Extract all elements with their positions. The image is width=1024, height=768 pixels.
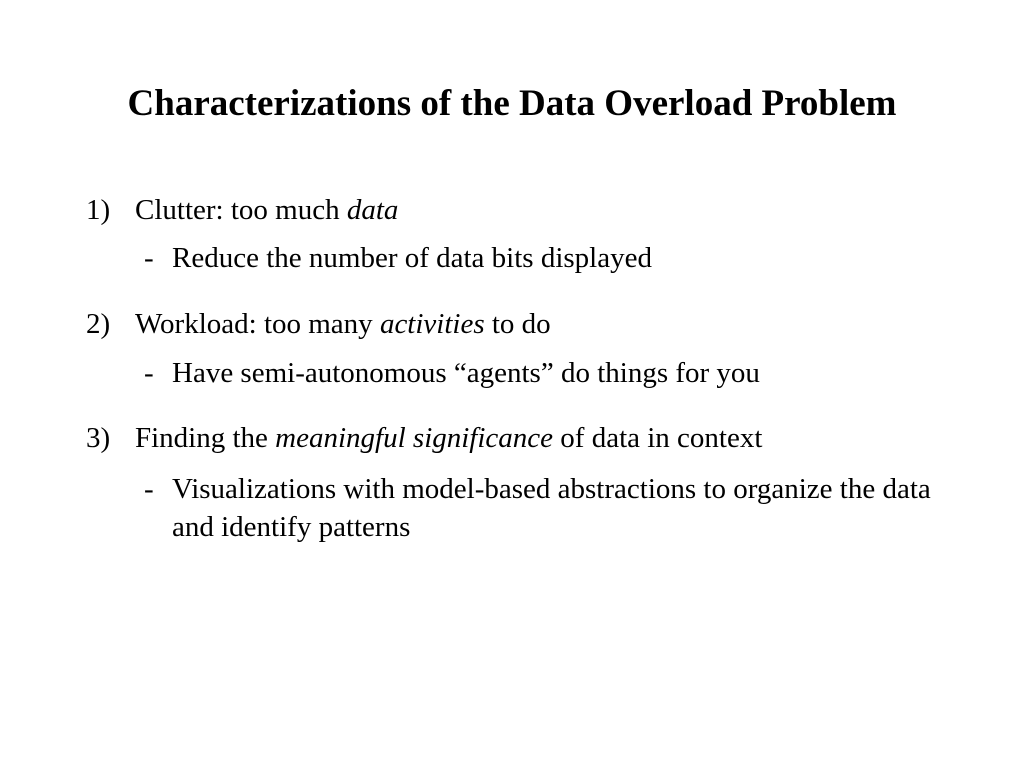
- sub-bullet-text: Visualizations with model-based abstractions to organize the data and identify patterns: [172, 473, 931, 543]
- list-item-1: [86, 191, 398, 229]
- sub-bullet-1: [144, 239, 972, 277]
- slide-title: Characterizations of the Data Overload Problem: [127, 83, 897, 124]
- sub-bullet-text: Reduce the number of data bits displayed: [172, 242, 652, 274]
- dash-bullet: -: [144, 473, 154, 505]
- dash-bullet: -: [144, 242, 154, 274]
- item-number: 2): [86, 308, 111, 340]
- list-item-2: [86, 305, 551, 343]
- item-text: Finding the: [135, 422, 276, 454]
- item-text-after: to do: [484, 308, 551, 340]
- item-number: 1): [86, 194, 111, 226]
- item-number: 3): [86, 422, 111, 454]
- list-item-3: [86, 419, 762, 457]
- sub-bullet-2: [144, 354, 972, 392]
- item-text-after: of data in context: [553, 422, 763, 454]
- sub-bullet-3: [144, 470, 972, 546]
- sub-bullet-text: Have semi-autonomous “agents” do things for you: [172, 357, 760, 389]
- item-text: Clutter: too much: [135, 194, 347, 226]
- item-emphasis: activities: [379, 308, 485, 340]
- item-emphasis: data: [346, 194, 399, 226]
- item-emphasis: meaningful significance: [275, 422, 554, 454]
- item-text: Workload: too many: [135, 308, 380, 340]
- dash-bullet: -: [144, 357, 154, 389]
